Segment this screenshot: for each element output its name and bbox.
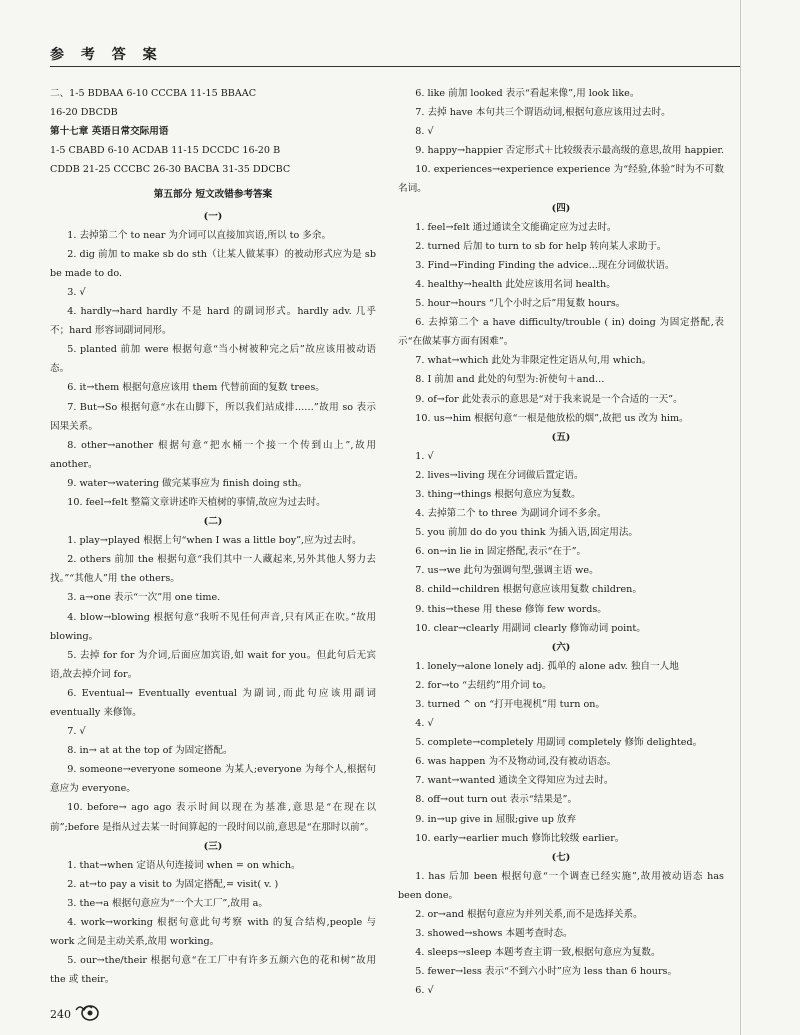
answer-item: 9. water→watering 做完某事应为 finish doing sth。 bbox=[67, 477, 308, 489]
answer-item: 10. early→earlier much 修饰比较级 earlier。 bbox=[415, 832, 625, 844]
answer-item: 2. or→and 根据句意应为并列关系,而不是选择关系。 bbox=[415, 909, 643, 921]
answer-item: 10. experiences→experience experience 为“经验,体验”时为不可数名词。 bbox=[398, 164, 724, 195]
answer-item: 6. it→them 根据句意应该用 them 代替前面的复数 trees。 bbox=[67, 382, 325, 394]
answer-item: 1. has 后加 been 根据句意“一个调查已经实施”,故用被动语态 has been done。 bbox=[398, 870, 724, 901]
answer-item: 3. Find→Finding Finding the advice...现在分词做状语。 bbox=[415, 259, 675, 271]
answer-item: 4. work→working 根据句意此句考察 with 的复合结构,people 与 work 之间是主动关系,故用 working。 bbox=[50, 917, 376, 948]
answer-item: 2. others 前加 the 根据句意“我们其中一人藏起来,另外其他人努力去找。”“其他人”用 the others。 bbox=[50, 554, 376, 585]
answer-item: 8. off→out turn out 表示“结果是”。 bbox=[415, 794, 578, 806]
answer-item: 3. a→one 表示“一次”用 one time. bbox=[67, 592, 221, 604]
answer-item: 8. child→children 根据句意应该用复数 children。 bbox=[415, 584, 642, 596]
title-rule bbox=[50, 66, 740, 67]
section-heading: (五) bbox=[551, 431, 571, 443]
answer-item: 5. our→the/their 根据句意“在工厂中有许多五颜六色的花和树”故用 the 或 their。 bbox=[50, 955, 376, 986]
answer-item: 3. √ bbox=[67, 286, 86, 298]
answer-item: 6. was happen 为不及物动词,没有被动语态。 bbox=[415, 756, 617, 768]
answer-line: 1-5 CBABD 6-10 ACDAB 11-15 DCCDC 16-20 B bbox=[50, 145, 281, 157]
answer-item: 8. other→another 根据句意“把水桶一个接一个传到山上”,故用 another。 bbox=[50, 439, 376, 470]
answer-item: 4. 去掉第二个 to three 为副词介词不多余。 bbox=[415, 508, 607, 520]
answer-item: 1. that→when 定语从句连接词 when = on which。 bbox=[67, 859, 301, 871]
answer-item: 7. want→wanted 通读全文得知应为过去时。 bbox=[415, 775, 614, 787]
answer-line: 16-20 DBCDB bbox=[50, 107, 118, 119]
answer-item: 1. lonely→alone lonely adj. 孤单的 alone adv. 独自一人地 bbox=[415, 660, 679, 672]
section-heading: (七) bbox=[551, 851, 571, 863]
answer-item: 8. in→ at at the top of 为固定搭配。 bbox=[67, 745, 233, 757]
answer-item: 7. √ bbox=[67, 726, 86, 738]
answer-item: 5. complete→completely 用副词 completely 修饰 delighted。 bbox=[415, 737, 703, 749]
answer-item: 10. feel→felt 整篇文章讲述昨天植树的事情,故应为过去时。 bbox=[67, 496, 326, 508]
answer-item: 9. this→these 用 these 修饰 few words。 bbox=[415, 603, 607, 615]
answer-item: 10. clear→clearly 用副词 clearly 修饰动词 point。 bbox=[415, 622, 646, 634]
answer-item: 6. √ bbox=[415, 985, 434, 997]
answer-item: 6. on→in lie in 固定搭配,表示“在于”。 bbox=[415, 546, 587, 558]
answer-line: CDDB 21-25 CCCBC 26-30 BACBA 31-35 DDCBC bbox=[50, 164, 291, 176]
answer-item: 3. showed→shows 本题考查时态。 bbox=[415, 928, 573, 940]
answer-item: 6. 去掉第二个 a have difficulty/trouble ( in) doing 为固定搭配,表示“在做某事方面有困难”。 bbox=[398, 317, 724, 348]
answer-item: 7. us→we 此句为强调句型,强调主语 we。 bbox=[415, 565, 599, 577]
answer-item: 2. for→to “去纽约”用介词 to。 bbox=[415, 679, 552, 691]
answer-item: 5. you 前加 do do you think 为插入语,固定用法。 bbox=[415, 527, 639, 539]
answer-item: 2. dig 前加 to make sb do sth（让某人做某事）的被动形式应为是 sb be made to do. bbox=[50, 248, 376, 279]
answer-item: 4. blow→blowing 根据句意“我听不见任何声音,只有风正在吹。”故用 blowing。 bbox=[50, 611, 376, 642]
answer-item: 6. like 前加 looked 表示“看起来像”,用 look like。 bbox=[415, 88, 640, 99]
answer-item: 4. sleeps→sleep 本题考查主谓一致,根据句意应为复数。 bbox=[415, 947, 661, 959]
section-heading: (三) bbox=[203, 840, 223, 852]
answer-item: 9. in→up give in 屈服;give up 放弃 bbox=[415, 813, 577, 825]
section-heading: (六) bbox=[551, 641, 571, 653]
left-column bbox=[50, 84, 376, 989]
answer-item: 7. what→which 此处为非限定性定语从句,用 which。 bbox=[415, 355, 652, 367]
answer-item: 10. before→ ago ago 表示时间以现在为基准,意思是“在现在以前”;before 是指从过去某一时间算起的一段时间以前,意思是“在那时以前”。 bbox=[50, 802, 376, 833]
answer-item: 3. thing→things 根据句意应为复数。 bbox=[415, 488, 581, 500]
answer-item: 2. lives→living 现在分词做后置定语。 bbox=[415, 469, 584, 481]
answer-item: 4. hardly→hard hardly 不是 hard 的副词形式。hardly adv. 几乎不；hard 形容词副词同形。 bbox=[50, 306, 376, 337]
answer-item: 4. √ bbox=[415, 718, 434, 730]
answer-item: 9. of→for 此处表示的意思是“对于我来说是一个合适的一天”。 bbox=[415, 393, 683, 405]
answer-item: 7. 去掉 have 本句共三个谓语动词,根据句意应该用过去时。 bbox=[415, 107, 671, 119]
page-number: 240 bbox=[50, 1008, 71, 1021]
answer-item: 5. fewer→less 表示“不到六小时”应为 less than 6 hours。 bbox=[415, 966, 678, 978]
answer-item: 8. I 前加 and 此处的句型为:祈使句＋and… bbox=[415, 374, 605, 386]
answer-item: 7. But→So 根据句意“水在山脚下，所以我们站成排……”故用 so 表示因果关系。 bbox=[50, 401, 376, 432]
answer-item: 3. the→a 根据句意应为“一个大工厂”,故用 a。 bbox=[67, 897, 268, 909]
part-heading: 第五部分 短文改错参考答案 bbox=[153, 189, 273, 201]
section-heading: (一) bbox=[203, 210, 223, 222]
answer-item: 4. healthy→health 此处应该用名词 health。 bbox=[415, 278, 616, 290]
page-title: 参 考 答 案 bbox=[50, 47, 163, 63]
answer-item: 1. 去掉第二个 to near 为介词可以直接加宾语,所以 to 多余。 bbox=[67, 229, 332, 241]
answer-item: 3. turned ^ on “打开电视机”用 turn on。 bbox=[415, 699, 606, 710]
answer-item: 1. √ bbox=[415, 450, 434, 462]
chapter-heading: 第十七章 英语日常交际用语 bbox=[50, 126, 169, 138]
answer-item: 1. play→played 根据上句“when I was a little boy”,应为过去时。 bbox=[67, 535, 362, 547]
answer-item: 2. at→to pay a visit to 为固定搭配,= visit( v. ) bbox=[67, 878, 279, 890]
right-edge-line bbox=[740, 0, 741, 1035]
answer-item: 2. turned 后加 to turn to sb for help 转向某人求助于。 bbox=[415, 240, 667, 252]
answer-item: 10. us→him 根据句意“一根是他放松的烟”,故把 us 改为 him。 bbox=[415, 412, 689, 424]
answer-item: 9. someone→everyone someone 为某人;everyone 为每个人,根据句意应为 everyone。 bbox=[50, 764, 376, 795]
answer-item: 5. 去掉 for for 为介词,后面应加宾语,如 wait for you。但此句后无宾语,故去掉介词 for。 bbox=[50, 649, 376, 680]
section-heading: (四) bbox=[551, 202, 571, 214]
answer-item: 5. hour→hours “几个小时之后”用复数 hours。 bbox=[415, 298, 626, 310]
answer-item: 9. happy→happier 否定形式＋比较级表示最高级的意思,故用 happier. bbox=[415, 145, 724, 157]
answer-item: 6. Eventual→ Eventually eventual 为副词,而此句应该用副词 eventually 来修饰。 bbox=[50, 687, 376, 718]
publisher-logo-icon bbox=[74, 1002, 102, 1022]
answer-line: 二、1-5 BDBAA 6-10 CCCBA 11-15 BBAAC bbox=[50, 88, 257, 99]
answer-item: 1. feel→felt 通过通读全文能确定应为过去时。 bbox=[415, 221, 617, 233]
answer-item: 8. √ bbox=[415, 126, 434, 138]
section-heading: (二) bbox=[203, 516, 223, 528]
right-column bbox=[398, 84, 724, 1001]
answer-item: 5. planted 前加 were 根据句意“当小树被种完之后”故应该用被动语态。 bbox=[50, 344, 376, 375]
